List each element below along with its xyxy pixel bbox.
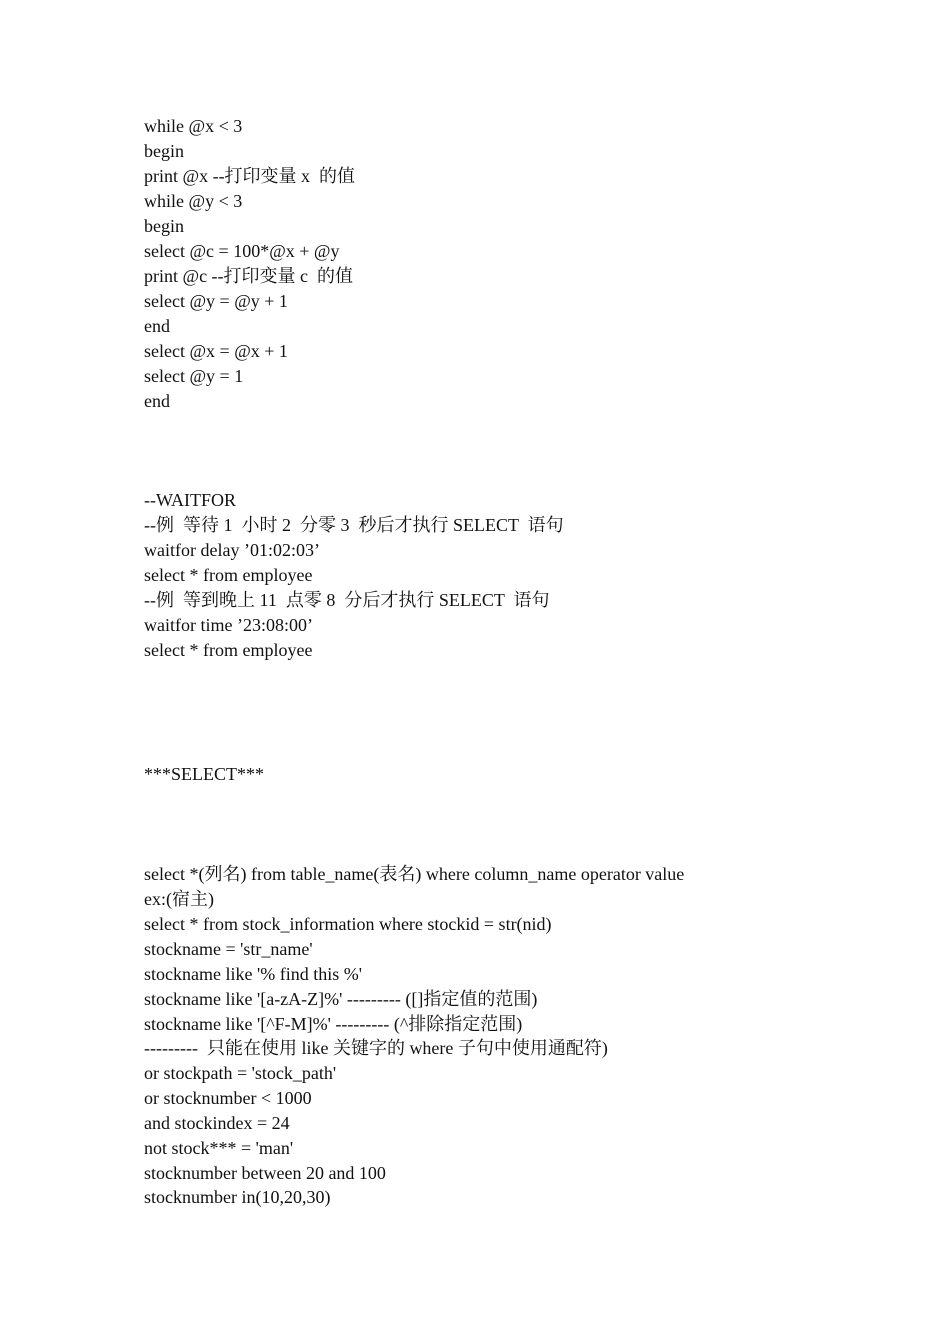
code-line: --WAITFOR (144, 490, 236, 510)
code-line: stockname like '% find this %' (144, 964, 362, 984)
code-line: print @c --打印变量 c 的值 (144, 266, 354, 286)
code-line: stockname = 'str_name' (144, 939, 313, 959)
code-line: waitfor delay ’01:02:03’ (144, 540, 320, 560)
code-line: while @x < 3 (144, 116, 243, 136)
code-line: end (144, 316, 170, 336)
code-line: waitfor time ’23:08:00’ (144, 615, 313, 635)
code-line: select *(列名) from table_name(表名) where column_name operator value (144, 864, 685, 884)
code-line: select @x = @x + 1 (144, 341, 288, 361)
code-line: begin (144, 216, 184, 236)
code-line: and stockindex = 24 (144, 1113, 290, 1133)
code-line: select @y = @y + 1 (144, 291, 288, 311)
code-line: stocknumber in(10,20,30) (144, 1187, 331, 1207)
code-line: select @c = 100*@x + @y (144, 241, 340, 261)
code-line: --------- 只能在使用 like 关键字的 where 子句中使用通配符) (144, 1038, 608, 1058)
code-line: stocknumber between 20 and 100 (144, 1163, 386, 1183)
code-line: stockname like '[^F-M]%' --------- (^排除指定范围) (144, 1014, 523, 1034)
code-line: select * from stock_information where stockid = str(nid) (144, 914, 552, 934)
code-line: select @y = 1 (144, 366, 244, 386)
code-line: not stock*** = 'man' (144, 1138, 294, 1158)
code-line: or stockpath = 'stock_path' (144, 1063, 337, 1083)
code-line: or stocknumber < 1000 (144, 1088, 312, 1108)
code-line: ex:(宿主) (144, 889, 214, 909)
code-line: select * from employee (144, 640, 313, 660)
code-line: select * from employee (144, 565, 313, 585)
code-line: stockname like '[a-zA-Z]%' --------- ([]指定值的范围) (144, 989, 538, 1009)
code-line: --例 等待 1 小时 2 分零 3 秒后才执行 SELECT 语句 (144, 515, 564, 535)
code-line: while @y < 3 (144, 191, 243, 211)
code-line: print @x --打印变量 x 的值 (144, 166, 356, 186)
section-heading: ***SELECT*** (144, 764, 264, 784)
code-line: --例 等到晚上 11 点零 8 分后才执行 SELECT 语句 (144, 590, 550, 610)
code-line: end (144, 391, 170, 411)
code-line: begin (144, 141, 184, 161)
